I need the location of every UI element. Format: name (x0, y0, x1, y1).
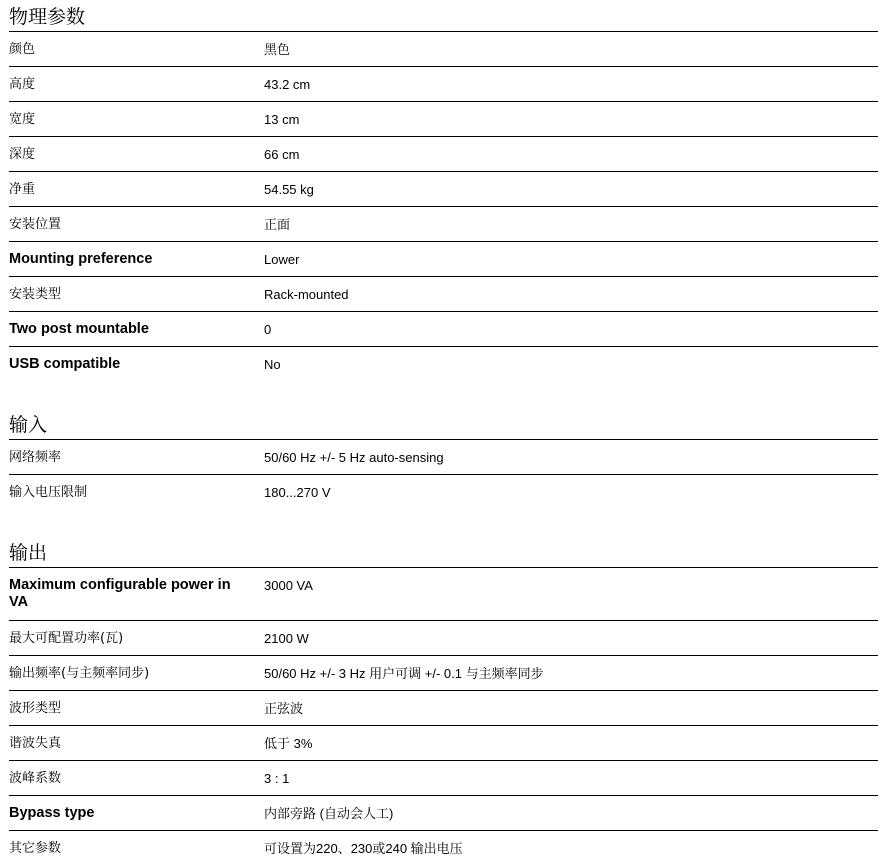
spec-row-other-parameters (9, 831, 878, 864)
spec-label: Bypass type (9, 805, 95, 821)
spec-row-depth (9, 137, 878, 172)
spec-label: 宽度 (9, 112, 36, 127)
spec-value: 54.55 kg (264, 182, 314, 197)
section-title-physical: 物理参数 (9, 6, 86, 28)
spec-label: 波峰系数 (9, 771, 62, 786)
spec-label: USB compatible (9, 356, 121, 372)
spec-value: 50/60 Hz +/- 3 Hz 用户可调 +/- 0.1 与主频率同步 (264, 666, 544, 681)
spec-value: 3 : 1 (264, 771, 290, 786)
spec-row-max-configurable-watts (9, 621, 878, 656)
spec-row-mounting-location (9, 207, 878, 242)
spec-value: 可设置为220、230或240 输出电压 (264, 841, 463, 856)
spec-row-input-voltage-limits (9, 475, 878, 510)
spec-row-height (9, 67, 878, 102)
spec-value: 3000 VA (264, 578, 313, 593)
spec-row-output-frequency (9, 656, 878, 691)
spec-row-mounting-type (9, 277, 878, 312)
spec-row-max-configurable-va (9, 568, 878, 621)
spec-label: 谐波失真 (9, 736, 62, 751)
spec-value: 低于 3% (264, 736, 313, 751)
spec-value: 2100 W (264, 631, 309, 646)
spec-label: Two post mountable (9, 321, 149, 337)
section-title-input: 输入 (9, 414, 48, 436)
spec-value: 50/60 Hz +/- 5 Hz auto-sensing (264, 450, 444, 465)
spec-label: 深度 (9, 147, 36, 162)
spec-value: 13 cm (264, 112, 300, 127)
spec-row-two-post-mountable (9, 312, 878, 347)
spec-value: 43.2 cm (264, 77, 311, 92)
spec-label: 其它参数 (9, 841, 62, 856)
spec-row-network-frequency (9, 440, 878, 475)
spec-row-color (9, 32, 878, 67)
spec-row-mounting-preference (9, 242, 878, 277)
spec-value: 180...270 V (264, 485, 331, 500)
spec-row-usb-compatible (9, 347, 878, 382)
spec-label: 净重 (9, 182, 36, 197)
spec-value: Lower (264, 252, 300, 267)
spec-value: 内部旁路 (自动会人工) (264, 806, 394, 821)
spec-row-harmonic-distortion (9, 726, 878, 761)
spec-value: 66 cm (264, 147, 300, 162)
spec-row-width (9, 102, 878, 137)
spec-row-bypass-type (9, 796, 878, 831)
spec-row-waveform-type (9, 691, 878, 726)
spec-label: 安装类型 (9, 287, 62, 302)
spec-value: 黑色 (264, 42, 291, 57)
spec-label: 网络频率 (9, 450, 62, 465)
spec-row-crest-factor (9, 761, 878, 796)
spec-row-net-weight (9, 172, 878, 207)
spec-label: 安装位置 (9, 217, 62, 232)
spec-label: Mounting preference (9, 251, 153, 267)
spec-value: 正面 (264, 217, 291, 232)
spec-label: 波形类型 (9, 701, 62, 716)
spec-label: 输入电压限制 (9, 485, 88, 500)
spec-label: 高度 (9, 77, 36, 92)
spec-label: 输出频率(与主频率同步) (9, 666, 150, 681)
spec-value: No (264, 357, 281, 372)
section-title-output: 输出 (9, 542, 48, 564)
spec-value: 0 (264, 322, 272, 337)
spec-value: Rack-mounted (264, 287, 349, 302)
spec-label: Maximum configurable power in VA (9, 577, 231, 610)
spec-label: 颜色 (9, 42, 36, 57)
spec-value: 正弦波 (264, 701, 304, 716)
spec-label: 最大可配置功率(瓦) (9, 631, 124, 646)
